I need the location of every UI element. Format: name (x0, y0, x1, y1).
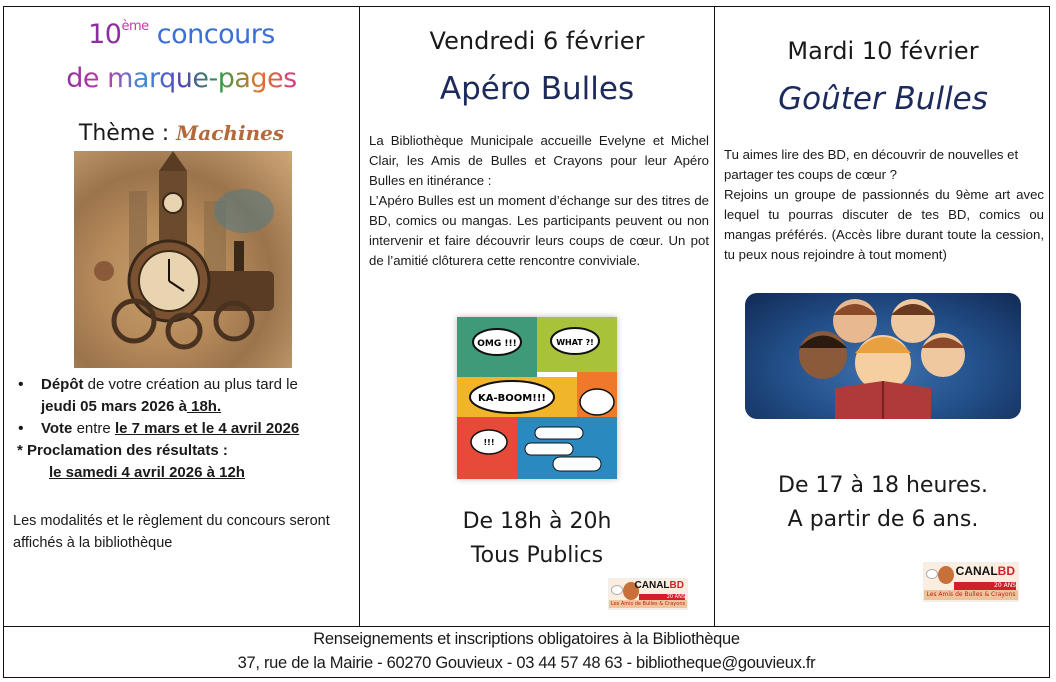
mascot-icon (938, 566, 954, 584)
contest-word: concours (156, 19, 275, 50)
logo-band: 20 ANS (954, 582, 1016, 590)
deposit-item (14, 374, 354, 418)
contest-details (14, 374, 354, 484)
proclamation-date: le samedi 4 avril 2026 à 12h (49, 464, 245, 481)
apero-hours: De 18h à 20h (462, 509, 612, 534)
gouter-description-body: Rejoins un groupe de passionnés du 9ème art avec lequel tu pourras discuter de tes BD, comics ou mangas préférés. (Accès libre durant toute la cession, tu peux nous rejoindre à tout moment) (724, 187, 1044, 262)
comic-panels-icon (457, 317, 617, 479)
logo-canal-text: CANALBD (955, 564, 1015, 578)
proclamation-label: * Proclamation des résultats : (17, 442, 228, 459)
contest-column (4, 7, 360, 626)
deposit-time: 18h. (186, 398, 222, 415)
vote-dates: le 7 mars et le 4 avril 2026 (114, 420, 300, 437)
contest-number-suffix: ème (121, 19, 149, 34)
apero-audience: Tous Publics (470, 543, 604, 568)
logo-band: 20 ANS (639, 594, 685, 600)
flyer-frame (3, 6, 1050, 678)
contest-subtitle: de marque-pages (66, 63, 297, 94)
heart-icon (611, 585, 623, 595)
logo-amis: Les Amis de Bulles & Crayons (924, 590, 1018, 600)
kids-reading-image (745, 293, 1021, 419)
gouter-date: Mardi 10 février (787, 37, 979, 65)
comic-bubbles-image (457, 317, 617, 479)
contest-number: 10 (88, 19, 122, 50)
logo-canal-text: CANALBD (634, 580, 684, 591)
heart-icon (926, 569, 938, 579)
apero-schedule (360, 505, 714, 573)
theme-label: Thème : (78, 121, 177, 146)
apero-description (369, 131, 709, 271)
vote-label: Vote (41, 420, 73, 437)
footer-registration-note: Renseignements et inscriptions obligatoires à la Bibliothèque (313, 630, 740, 648)
contest-title-line1 (4, 19, 359, 50)
contest-rules-note: Les modalités et le règlement du concours seront affichés à la bibliothèque (13, 513, 330, 551)
deposit-label: Dépôt (41, 376, 84, 393)
gouter-title: Goûter Bulles (778, 81, 988, 117)
steampunk-machines-image (74, 151, 292, 368)
gouter-hours: De 17 à 18 heures. (778, 473, 988, 498)
apero-title: Apéro Bulles (439, 71, 635, 107)
gouter-schedule (715, 469, 1051, 537)
footer-contact (4, 626, 1049, 678)
deposit-text: de votre création au plus tard le (83, 376, 298, 393)
kids-reading-illustration-icon (745, 293, 1021, 419)
logo-amis: Les Amis de Bulles & Crayons (610, 601, 686, 607)
omg-text: OMG !!! (477, 339, 517, 349)
gouter-description-intro: Tu aimes lire des BD, en découvrir de nouvelles et partager tes coups de cœur ? (724, 147, 1019, 182)
apero-date: Vendredi 6 février (429, 27, 645, 55)
vote-text: entre (72, 420, 115, 437)
apero-description-intro: La Bibliothèque Municipale accueille Evelyne et Michel Clair, les Amis de Bulles et Crayons pour leur Apéro Bulles en itinérance : (369, 133, 709, 188)
theme-value: Machines (176, 121, 285, 145)
vote-item (14, 418, 354, 440)
what-text: WHAT ?! (556, 338, 594, 347)
contest-title-line2 (4, 63, 359, 94)
footer-address: 37, rue de la Mairie - 60270 Gouvieux - 03 44 57 48 63 - bibliotheque@gouvieux.fr (237, 654, 816, 672)
kaboom-text: KA-BOOM!!! (478, 393, 546, 404)
gouter-description (724, 145, 1044, 265)
svg-text:!!!: !!! (483, 438, 495, 447)
canal-bd-logo (608, 578, 688, 610)
steampunk-illustration-icon (74, 151, 292, 368)
contest-theme (4, 121, 359, 146)
gouter-age: A partir de 6 ans. (787, 507, 979, 532)
deposit-date: jeudi 05 mars 2026 à (41, 398, 187, 415)
apero-description-body: L’Apéro Bulles est un moment d’échange sur des titres de BD, comics ou mangas. Les participants peuvent ou non intervenir et faire découvrir leurs coups de cœur. Un pot de l’amitié clôturera cette rencontre conviviale. (369, 193, 709, 268)
apero-column (360, 7, 715, 626)
canal-bd-logo (923, 562, 1019, 602)
gouter-column (715, 7, 1051, 626)
